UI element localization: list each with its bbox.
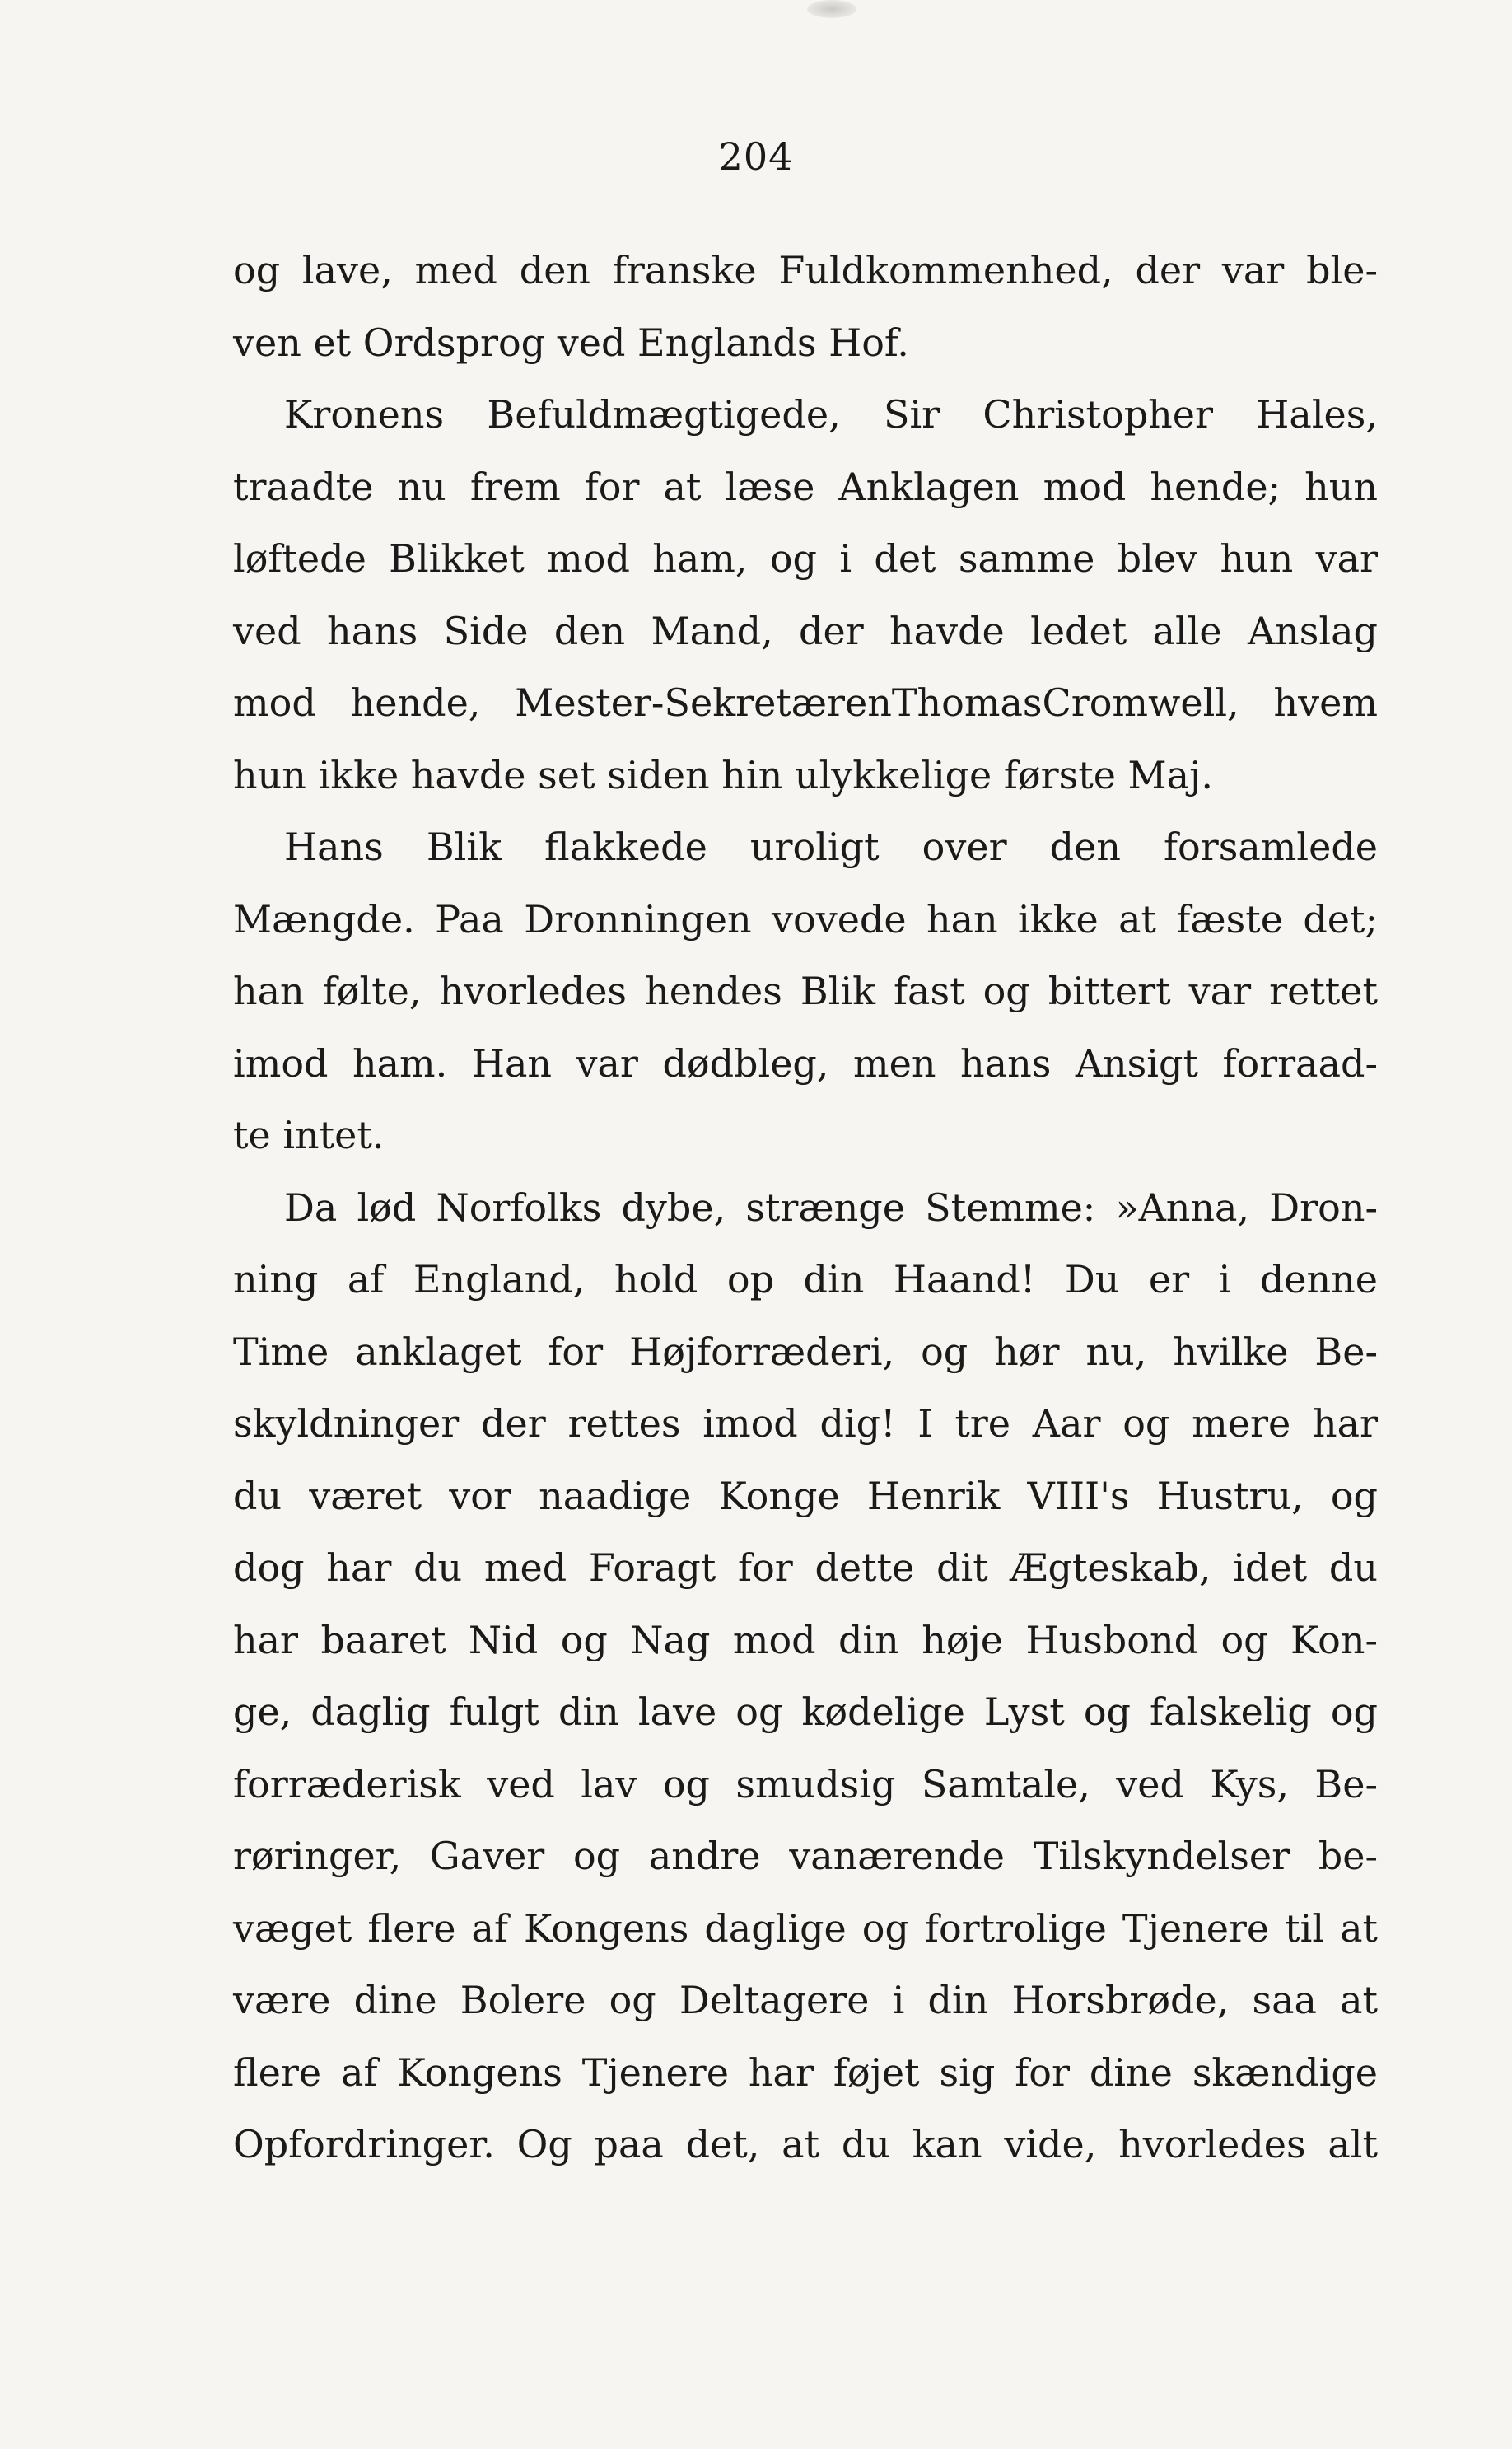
text-line: ge, daglig fulgt din lave og kødelige Lyst og falskelig og xyxy=(233,1690,1378,1734)
text-line: imod ham. Han var dødbleg, men hans Ansigt forraad- xyxy=(233,1040,1378,1086)
text-line: forræderisk ved lav og smudsig Samtale, ved Kys, Be- xyxy=(233,1761,1378,1806)
text-line: ven et Ordsprog ved Englands Hof. xyxy=(233,320,909,365)
text-line: væget flere af Kongens daglige og fortrolige Tjenere til at xyxy=(233,1905,1378,1951)
text-line: har baaret Nid og Nag mod din høje Husbond og Kon- xyxy=(233,1617,1378,1662)
page-number: 204 xyxy=(718,134,794,179)
text-line: Opfordringer. Og paa det, at du kan vide, hvorledes alt xyxy=(233,2122,1378,2166)
text-line: løftede Blikket mod ham, og i det samme blev hun var xyxy=(233,536,1378,581)
text-line: være dine Bolere og Deltagere i din Horsbrøde, saa at xyxy=(233,1978,1378,2022)
text-line: Mængde. Paa Dronningen vovede han ikke at fæste det; xyxy=(233,896,1378,942)
text-line: han følte, hvorledes hendes Blik fast og bittert var rettet xyxy=(233,969,1378,1013)
text-line: ning af England, hold op din Haand! Du er i denne xyxy=(233,1257,1378,1302)
text-line: hun ikke havde set siden hin ulykkelige første Maj. xyxy=(233,752,1213,797)
text-line: dog har du med Foragt for dette dit Ægteskab, idet du xyxy=(233,1545,1378,1590)
text-line: du været vor naadige Konge Henrik VIII's Hustru, og xyxy=(233,1473,1378,1518)
text-line: traadte nu frem for at læse Anklagen mod hende; hun xyxy=(233,464,1378,509)
page-stain xyxy=(807,0,856,18)
text-line: mod hende, Mester-SekretærenThomasCromwell, hvem xyxy=(233,680,1378,725)
body-text xyxy=(233,235,1378,2181)
text-line: Time anklaget for Højforræderi, og hør nu, hvilke Be- xyxy=(233,1329,1378,1374)
text-line: Hans Blik flakkede uroligt over den forsamlede xyxy=(284,825,1378,869)
text-line: skyldninger der rettes imod dig! I tre Aar og mere har xyxy=(233,1401,1378,1446)
text-line: Kronens Befuldmægtigede, Sir Christopher Hales, xyxy=(284,392,1378,437)
text-line: røringer, Gaver og andre vanærende Tilskyndelser be- xyxy=(233,1834,1378,1878)
text-line: te intet. xyxy=(233,1113,385,1157)
text-line: Da lød Norfolks dybe, strænge Stemme: »Anna, Dron- xyxy=(284,1185,1378,1230)
text-line: og lave, med den franske Fuldkommenhed, der var ble- xyxy=(233,248,1378,292)
text-line: flere af Kongens Tjenere har føjet sig for dine skændige xyxy=(233,2049,1378,2095)
text-line: ved hans Side den Mand, der havde ledet alle Anslag xyxy=(233,608,1378,653)
